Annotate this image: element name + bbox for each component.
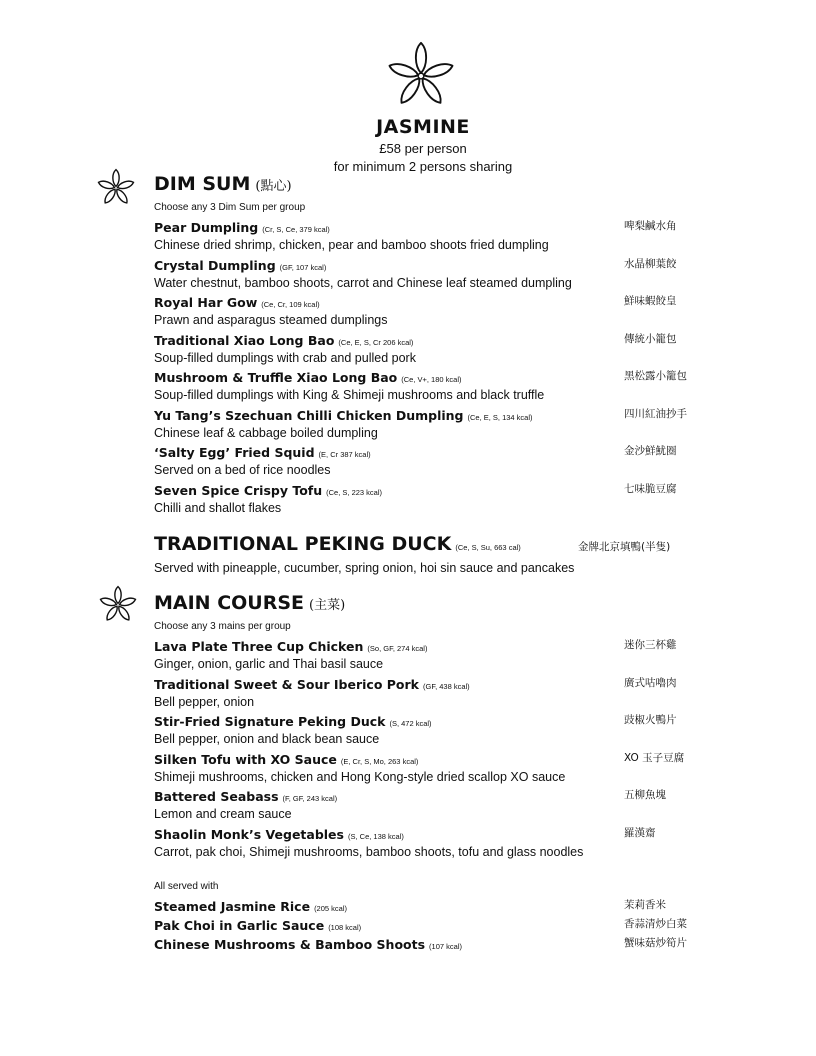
item-description: Chinese dried shrimp, chicken, pear and bamboo shoots fried dumpling: [154, 238, 549, 252]
menu-item: [154, 330, 714, 368]
item-name-cn: 五柳魚塊: [624, 789, 666, 801]
item-allergens: (Cr, S, Ce, 379 kcal): [262, 225, 330, 234]
item-description: Soup-filled dumplings with King & Shimeji mushrooms and black truffle: [154, 388, 545, 402]
menu-item: [154, 292, 714, 330]
item-name: Silken Tofu with XO Sauce: [154, 751, 337, 767]
item-name: Chinese Mushrooms & Bamboo Shoots: [154, 937, 426, 952]
menu-item: [154, 636, 714, 674]
item-name: Battered Seabass: [154, 789, 279, 804]
item-description: Carrot, pak choi, Shimeji mushrooms, bamboo shoots, tofu and glass noodles: [154, 844, 584, 859]
item-description: Lemon and cream sauce: [154, 807, 292, 821]
item-description: Water chestnut, bamboo shoots, carrot and Chinese leaf steamed dumpling: [154, 275, 572, 290]
item-name-cn: 茉莉香米: [624, 899, 666, 911]
item-name: ‘Salty Egg’ Fried Squid: [154, 445, 315, 460]
section-title-cn: (點心): [255, 179, 292, 194]
item-name-cn: 啤梨鹹水角: [624, 220, 677, 232]
item-allergens: (Ce, V+, 180 kcal): [401, 375, 462, 384]
item-name: Royal Har Gow: [154, 295, 258, 310]
section-title-cn: (主菜): [309, 598, 346, 613]
item-allergens: (Ce, E, S, 134 kcal): [467, 412, 533, 422]
item-name-cn: 豉椒火鴨片: [624, 714, 677, 726]
item-name-cn: 鮮味蝦餃皇: [624, 295, 677, 307]
menu-price: £58 per person: [379, 141, 467, 156]
section-title: MAIN COURSE: [154, 592, 305, 614]
item-name: Seven Spice Crispy Tofu: [154, 482, 323, 498]
item-name-cn: 金沙鮮魷圈: [624, 445, 677, 457]
item-description: Chilli and shallot flakes: [154, 500, 282, 515]
jasmine-flower-icon: [98, 585, 138, 625]
section-note: Choose any 3 Dim Sum per group: [154, 202, 306, 213]
item-allergens: (So, GF, 274 kcal): [367, 644, 428, 653]
item-description: Shimeji mushrooms, chicken and Hong Kong-style dried scallop XO sauce: [154, 769, 566, 784]
menu-item: [154, 674, 714, 712]
item-description: Bell pepper, onion: [154, 694, 255, 709]
item-name-cn: 迷你三杯雞: [624, 639, 677, 651]
menu-item: [154, 711, 714, 749]
item-name: Mushroom & Truffle Xiao Long Bao: [154, 370, 398, 385]
item-description: Soup-filled dumplings with crab and pulled pork: [154, 350, 416, 365]
item-allergens: (108 kcal): [328, 923, 362, 932]
item-allergens: (205 kcal): [314, 904, 347, 913]
item-name: Stir-Fried Signature Peking Duck: [154, 714, 386, 729]
item-name: Steamed Jasmine Rice: [154, 899, 311, 914]
item-allergens: (Ce, S, Su, 663 cal): [455, 543, 521, 552]
item-name-cn: 蟹味菇炒筍片: [624, 937, 687, 949]
sides-section: [154, 878, 714, 953]
item-name-cn: 黑松露小籠包: [624, 370, 687, 382]
item-allergens: (S, 472 kcal): [389, 719, 432, 728]
item-name-cn: XO 玉子豆腐: [624, 751, 685, 764]
item-allergens: (107 kcal): [429, 942, 462, 951]
item-name-cn: 四川紅油抄手: [624, 407, 687, 420]
item-description: Chinese leaf & cabbage boiled dumpling: [154, 425, 378, 440]
item-name: Traditional Sweet & Sour Iberico Pork: [154, 676, 419, 692]
item-description: Bell pepper, onion and black bean sauce: [154, 732, 380, 746]
item-name-cn: 傳統小籠包: [624, 332, 677, 345]
item-allergens: (E, Cr 387 kcal): [318, 450, 371, 459]
dim-sum-section: [154, 173, 714, 517]
menu-item: [154, 217, 714, 255]
item-allergens: (GF, 107 kcal): [279, 262, 327, 272]
item-description: Served with pineapple, cucumber, spring onion, hoi sin sauce and pancakes: [154, 561, 575, 575]
section-note: Choose any 3 mains per group: [154, 621, 291, 632]
peking-duck-heading: [154, 533, 754, 557]
item-description: Served on a bed of rice noodles: [154, 463, 331, 477]
item-name: Lava Plate Three Cup Chicken: [154, 639, 364, 654]
section-heading: [154, 173, 714, 199]
item-allergens: (E, Cr, S, Mo, 263 kcal): [340, 756, 419, 766]
item-name-cn: 羅漢齋: [624, 826, 656, 839]
item-allergens: (Ce, E, S, Cr 206 kcal): [338, 337, 414, 347]
menu-sharing-note: for minimum 2 persons sharing: [333, 159, 513, 174]
item-name-cn: 七味脆豆腐: [624, 482, 677, 495]
menu-item: [154, 824, 714, 862]
menu-item: [154, 367, 714, 405]
item-name: Pear Dumpling: [154, 220, 259, 235]
item-name: Shaolin Monk’s Vegetables: [154, 826, 344, 842]
item-allergens: (GF, 438 kcal): [423, 681, 470, 691]
item-name: Crystal Dumpling: [154, 257, 276, 273]
item-name-cn: 廣式咕嚕肉: [624, 676, 677, 689]
menu-item: [154, 255, 714, 293]
menu-item: [154, 915, 714, 934]
section-heading: [154, 592, 714, 618]
jasmine-flower-icon: [96, 168, 136, 208]
item-allergens: (Ce, Cr, 109 kcal): [261, 300, 320, 309]
menu-item: [154, 934, 714, 953]
item-allergens: (S, Ce, 138 kcal): [347, 831, 404, 841]
menu-item: [154, 896, 714, 915]
jasmine-flower-logo-icon: [385, 40, 457, 112]
item-description: Prawn and asparagus steamed dumplings: [154, 313, 388, 327]
menu-item: [154, 786, 714, 824]
main-course-section: [154, 592, 714, 861]
item-name-cn: 水晶柳葉餃: [624, 257, 677, 270]
section-note: All served with: [154, 881, 219, 892]
menu-item: [154, 749, 714, 787]
item-allergens: (Ce, S, 223 kcal): [326, 487, 382, 497]
item-description: Ginger, onion, garlic and Thai basil sauce: [154, 657, 384, 671]
menu-item: [154, 405, 714, 443]
section-title: TRADITIONAL PEKING DUCK: [154, 533, 452, 555]
section-title: DIM SUM: [154, 173, 251, 195]
item-allergens: (F, GF, 243 kcal): [282, 794, 338, 803]
menu-title: JASMINE: [376, 116, 470, 138]
menu-item: [154, 442, 714, 480]
item-name: Yu Tang’s Szechuan Chilli Chicken Dumpling: [154, 407, 464, 423]
item-name: Traditional Xiao Long Bao: [154, 332, 335, 348]
item-name-cn: 金牌北京填鴨(半隻): [578, 541, 671, 553]
menu-item: [154, 480, 714, 518]
item-name: Pak Choi in Garlic Sauce: [154, 918, 325, 933]
item-name-cn: 香蒜清炒白菜: [624, 918, 687, 930]
